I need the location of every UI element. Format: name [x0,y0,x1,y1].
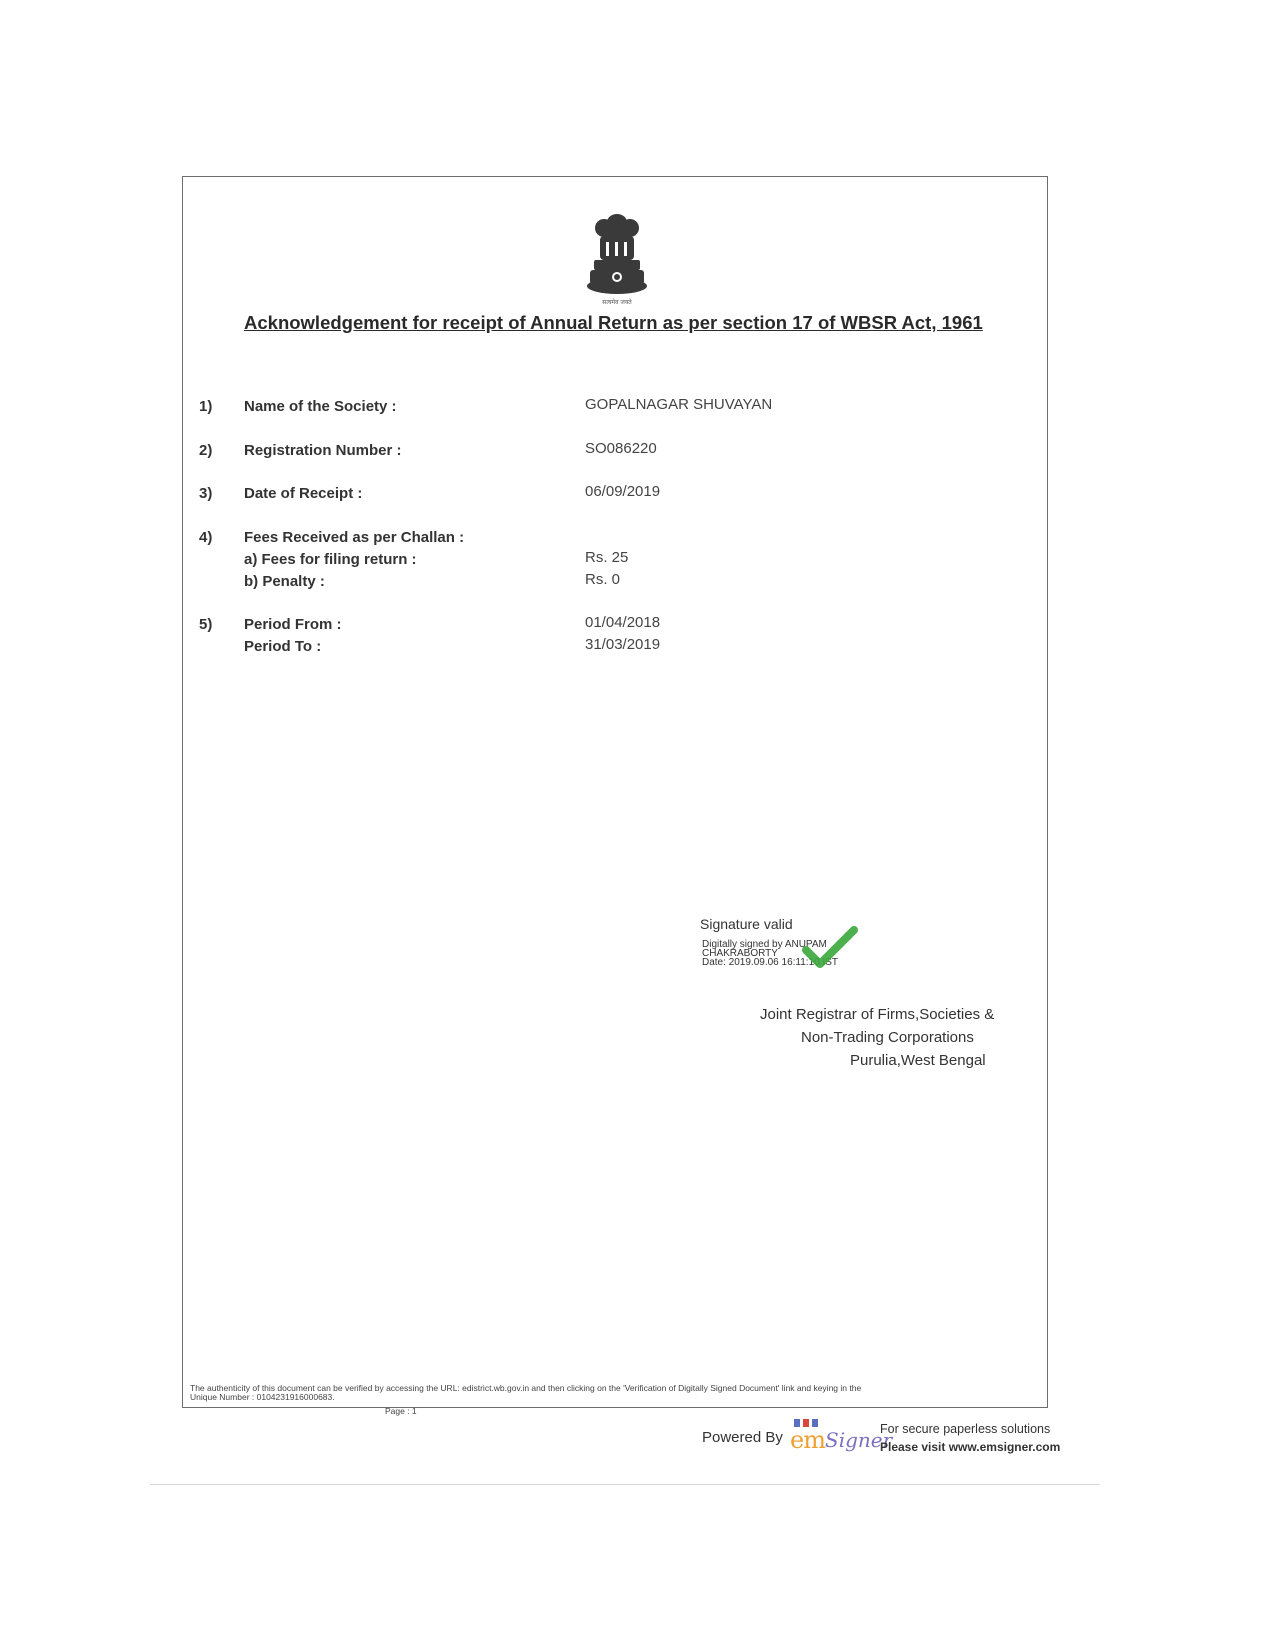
signature-date: Date: 2019.09.06 16:11:10 IST [702,957,839,968]
page-title: Acknowledgement for receipt of Annual Return as per section 17 of WBSR Act, 1961 [244,312,983,333]
national-emblem-icon [582,208,652,308]
registration-number-label: Registration Number : [244,442,402,459]
powered-by-label: Powered By [702,1429,783,1446]
fees-received-label: Fees Received as per Challan : [244,529,465,546]
registrar-title-line2: Non-Trading Corporations [801,1029,974,1046]
fees-filing-return-label: a) Fees for filing return : [244,551,417,568]
period-to-label: Period To : [244,638,322,655]
date-of-receipt-label: Date of Receipt : [244,485,363,502]
period-to-value: 31/03/2019 [585,636,661,653]
row-number: 4) [199,529,213,546]
signature-signer-line: Digitally signed by ANUPAM [702,939,827,950]
digital-signature[interactable] [700,916,920,986]
society-name-label: Name of the Society : [244,398,397,415]
emsigner-logo[interactable] [790,1418,893,1454]
secure-solutions-text: For secure paperless solutions [880,1422,1051,1436]
date-of-receipt-value: 06/09/2019 [585,483,661,500]
signature-status: Signature valid [700,916,793,932]
signature-signer-surname: CHAKRABORTY [702,948,778,959]
emblem-caption: सत्यमेव जयते [602,299,632,306]
row-number: 5) [199,616,213,633]
penalty-label: b) Penalty : [244,573,325,590]
society-name-value: GOPALNAGAR SHUVAYAN [585,396,773,413]
verification-note: The authenticity of this document can be verified by accessing the URL: edistrict.wb.gov.in and then clicking on the 'Verification of Digitally Signed Document' link and keying in the [190,1383,862,1393]
document-border [182,176,1048,1408]
row-number: 2) [199,442,213,459]
period-from-value: 01/04/2018 [585,614,661,631]
unique-number: Unique Number : 0104231916000683. [190,1392,335,1402]
logo-em: em [790,1426,825,1454]
registrar-location: Purulia,West Bengal [850,1052,986,1069]
emsigner-website-link[interactable]: Please visit www.emsigner.com [880,1440,1061,1454]
registration-number-value: SO086220 [585,440,657,457]
logo-signer: Signer [825,1428,893,1452]
page-divider [150,1484,1100,1485]
penalty-value: Rs. 0 [585,571,621,588]
row-number: 3) [199,485,213,502]
page-number: Page : 1 [385,1406,417,1416]
registrar-title-line1: Joint Registrar of Firms,Societies & [760,1006,995,1023]
period-from-label: Period From : [244,616,342,633]
fees-filing-return-value: Rs. 25 [585,549,629,566]
row-number: 1) [199,398,213,415]
green-checkmark-icon [802,926,858,972]
